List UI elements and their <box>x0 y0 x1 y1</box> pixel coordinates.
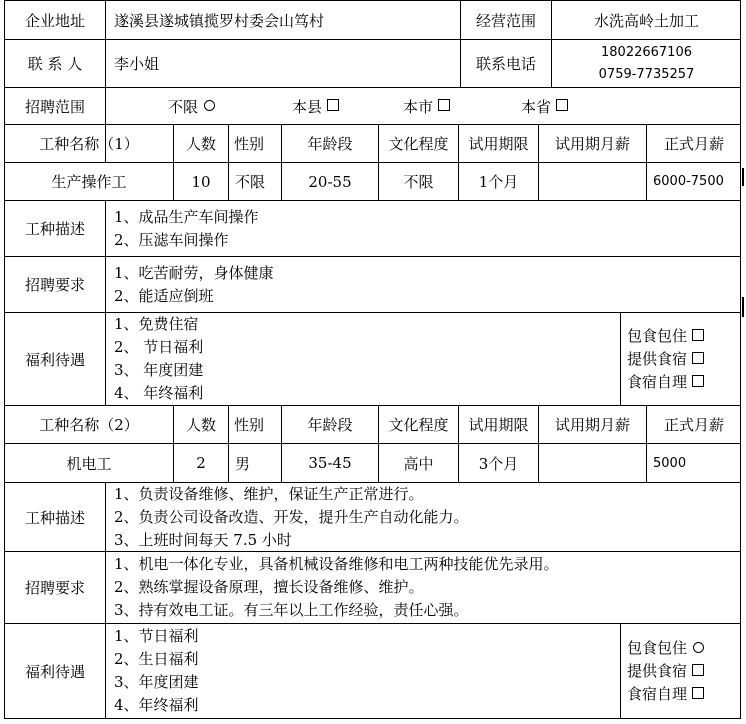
col-gender: 性别 <box>233 135 264 153</box>
req-line: 2、熟练掌握设备原理，擅长设备维修、维护。 <box>114 578 424 596</box>
job1-count: 10 <box>191 172 211 191</box>
desc-line: 2、压滤车间操作 <box>114 230 229 249</box>
col-education: 文化程度 <box>388 416 449 434</box>
job1-probation-salary <box>539 163 646 200</box>
col-education: 文化程度 <box>388 135 449 153</box>
checkbox-icon <box>327 99 339 111</box>
benefit-line: 3、 年度团建 <box>114 361 204 379</box>
benefit-line: 1、节日福利 <box>114 627 199 645</box>
job2-count: 2 <box>196 454 206 472</box>
col-probation-salary: 试用期月薪 <box>554 135 630 153</box>
job1-req-label: 招聘要求 <box>24 276 85 294</box>
job2-education: 高中 <box>403 454 434 473</box>
desc-line: 3、上班时间每天 7.5 小时 <box>114 530 292 549</box>
recruit-scope-options <box>106 88 741 124</box>
job1-gender: 不限 <box>235 173 266 191</box>
benefit-line: 3、年度团建 <box>114 673 199 691</box>
job1-desc-label: 工种描述 <box>24 220 85 238</box>
job1-probation: 1个月 <box>478 173 519 191</box>
phone-numbers <box>552 40 741 87</box>
selected-radio-icon <box>693 642 704 653</box>
scope-label: 经营范围 <box>475 11 536 30</box>
meal-option-full[interactable]: 包食包住 <box>627 325 704 348</box>
contact-value: 李小姐 <box>114 55 160 73</box>
option-unlimited[interactable]: 不限 <box>168 96 215 117</box>
meal-option-self[interactable]: 食宿自理 <box>627 683 704 706</box>
address-label: 企业地址 <box>24 11 85 30</box>
req-line: 3、持有效电工证。有三年以上工作经验，责任心强。 <box>114 601 469 619</box>
job2-salary: 5000 <box>653 455 687 471</box>
phone-label: 联系电话 <box>475 55 536 73</box>
col-count: 人数 <box>185 135 216 153</box>
meal-option-full[interactable]: 包食包住 <box>627 637 704 660</box>
benefit-line: 1、免费住宿 <box>114 315 199 333</box>
benefit-line: 2、 节日福利 <box>114 338 204 356</box>
col-probation-salary: 试用期月薪 <box>554 416 630 434</box>
option-province[interactable]: 本省 <box>521 96 568 117</box>
job2-probation: 3个月 <box>478 454 519 473</box>
req-line: 1、吃苦耐劳，身体健康 <box>114 263 274 282</box>
desc-line: 2、负责公司设备改造、开发，提升生产自动化能力。 <box>114 507 469 526</box>
job2-title-label: 工种名称（2） <box>39 416 139 434</box>
job2-gender: 男 <box>235 454 251 473</box>
job2-req-label: 招聘要求 <box>24 579 85 597</box>
job2-benefit-label: 福利待遇 <box>24 662 85 681</box>
benefit-line: 2、生日福利 <box>114 650 199 668</box>
phone-landline: 0759-7735257 <box>598 66 695 82</box>
meal-option-self[interactable]: 食宿自理 <box>627 371 704 394</box>
address-value: 遂溪县遂城镇揽罗村委会山笃村 <box>114 11 325 30</box>
recruit-scope-label: 招聘范围 <box>24 97 85 116</box>
checkbox-icon <box>692 687 704 699</box>
checkbox-icon <box>438 99 450 111</box>
col-count: 人数 <box>185 416 216 434</box>
checkbox-icon <box>692 329 704 341</box>
checkbox-icon <box>692 352 704 364</box>
meal-option-provided[interactable]: 提供食宿 <box>627 348 704 371</box>
desc-line: 1、负责设备维修、维护，保证生产正常进行。 <box>114 484 424 503</box>
option-county[interactable]: 本县 <box>292 96 339 117</box>
job1-title-label: 工种名称（1） <box>39 135 139 153</box>
job1-benefit-label: 福利待遇 <box>24 350 85 369</box>
meal-option-provided[interactable]: 提供食宿 <box>627 660 704 683</box>
job2-desc <box>106 483 741 551</box>
col-gender: 性别 <box>233 416 264 434</box>
job2-req <box>106 552 741 623</box>
job1-benefits <box>106 313 620 405</box>
job2-benefits <box>106 624 620 718</box>
phone-mobile: 18022667106 <box>601 44 692 60</box>
req-line: 2、能适应倒班 <box>114 286 214 305</box>
job1-name: 生产操作工 <box>51 173 127 191</box>
job1-req <box>106 257 741 312</box>
job2-age: 35-45 <box>308 454 352 472</box>
col-age: 年龄段 <box>307 416 353 434</box>
job2-probation-salary <box>539 444 646 482</box>
option-city[interactable]: 本市 <box>403 96 450 117</box>
checkbox-icon <box>556 99 568 111</box>
edge-mark <box>742 168 744 186</box>
col-probation: 试用期限 <box>468 135 529 153</box>
benefit-line: 4、 年终福利 <box>114 384 204 402</box>
job2-desc-label: 工种描述 <box>24 508 85 527</box>
checkbox-icon <box>692 375 704 387</box>
job2-meal-options <box>621 624 741 718</box>
job1-age: 20-55 <box>308 172 352 191</box>
scope-value: 水洗高岭土加工 <box>593 11 699 30</box>
desc-line: 1、成品生产车间操作 <box>114 207 259 226</box>
job1-meal-options <box>621 313 741 405</box>
job2-name: 机电工 <box>66 454 112 473</box>
job1-salary: 6000-7500 <box>653 174 724 189</box>
col-salary: 正式月薪 <box>663 416 724 434</box>
col-salary: 正式月薪 <box>663 135 724 153</box>
job1-desc <box>106 201 741 256</box>
benefit-line: 4、年终福利 <box>114 696 199 714</box>
selected-radio-icon <box>204 100 215 111</box>
checkbox-icon <box>692 664 704 676</box>
job1-education: 不限 <box>403 173 434 191</box>
contact-label: 联 系 人 <box>27 55 83 73</box>
col-age: 年龄段 <box>307 135 353 153</box>
edge-mark <box>742 297 744 317</box>
col-probation: 试用期限 <box>468 416 529 434</box>
req-line: 1、机电一体化专业，具备机械设备维修和电工两种技能优先录用。 <box>114 555 559 573</box>
